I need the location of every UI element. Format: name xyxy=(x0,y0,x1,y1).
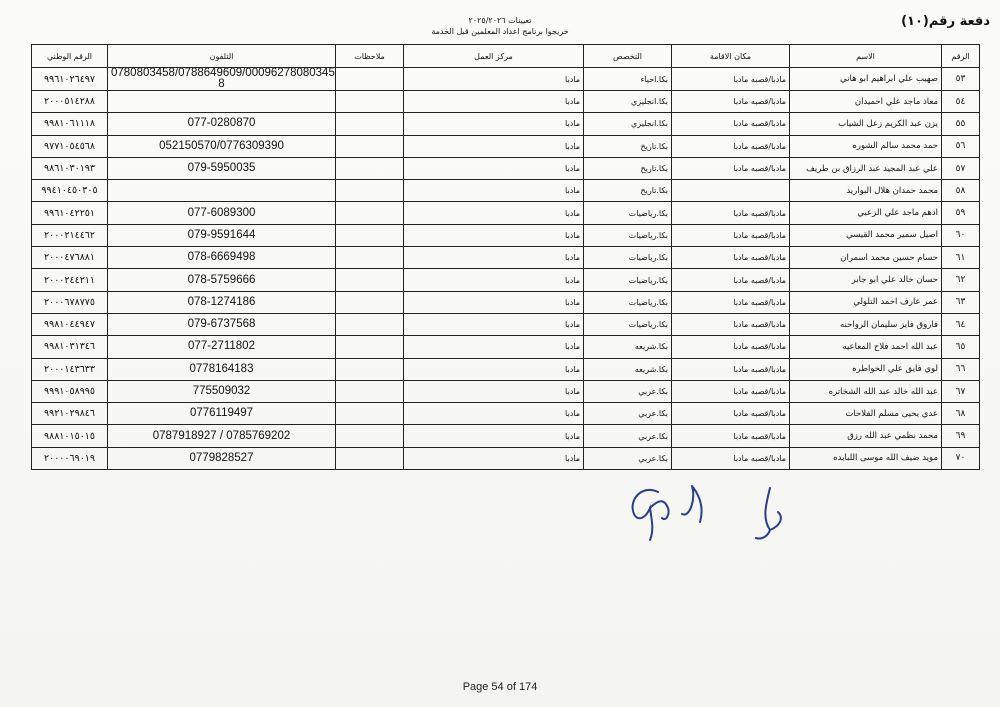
cell-national-id: ٩٩٩١٠٥٨٩٩٥ xyxy=(32,380,108,402)
cell-work-center: مادبا xyxy=(404,91,584,113)
table-row xyxy=(32,135,980,157)
batch-number: دفعة رقم(١٠) xyxy=(901,14,990,29)
table-row xyxy=(32,425,980,447)
cell-phone xyxy=(108,91,336,113)
cell-name: يزن عبد الكريم زعل الشياب xyxy=(790,113,942,135)
table-row xyxy=(32,157,980,179)
cell-specialty: بكا.تاريخ xyxy=(584,180,672,202)
cell-number: ٥٩ xyxy=(942,202,980,224)
cell-number: ٦٤ xyxy=(942,313,980,335)
cell-specialty: بكا.رياضيات xyxy=(584,313,672,335)
cell-national-id: ٢٠٠٠٠٦٩٠١٩ xyxy=(32,447,108,469)
cell-notes xyxy=(336,358,404,380)
col-specialty: التخصص xyxy=(584,45,672,68)
cell-residence: مادبا/قصبه مادبا xyxy=(672,358,790,380)
cell-residence xyxy=(672,180,790,202)
cell-number: ٥٧ xyxy=(942,157,980,179)
cell-national-id: ٢٠٠٠٢٤٤٢١١ xyxy=(32,269,108,291)
table-row xyxy=(32,113,980,135)
cell-work-center: مادبا xyxy=(404,224,584,246)
cell-notes xyxy=(336,135,404,157)
cell-specialty: بكا.انجليزي xyxy=(584,91,672,113)
cell-number: ٥٥ xyxy=(942,113,980,135)
cell-specialty: بكا.رياضيات xyxy=(584,202,672,224)
cell-national-id: ٢٠٠٠٥١٤٢٨٨ xyxy=(32,91,108,113)
cell-number: ٧٠ xyxy=(942,447,980,469)
cell-name: عمر عارف احمد التلولي xyxy=(790,291,942,313)
cell-work-center: مادبا xyxy=(404,135,584,157)
cell-name: لوي فايق علي الخواطره xyxy=(790,358,942,380)
table-row xyxy=(32,247,980,269)
cell-phone: 0780803458/0788649609/00096278080345 8 xyxy=(108,68,336,91)
page-footer: Page 54 of 174 xyxy=(462,681,538,693)
cell-specialty: بكا.تاريخ xyxy=(584,157,672,179)
cell-name: حسام حسين محمد اسمران xyxy=(790,247,942,269)
cell-name: عدي يحيى مسلم الفلاحات xyxy=(790,403,942,425)
cell-name: عبد الله احمد فلاح المعاعيه xyxy=(790,336,942,358)
cell-notes xyxy=(336,247,404,269)
table-row xyxy=(32,447,980,469)
cell-specialty: بكا.رياضيات xyxy=(584,247,672,269)
cell-national-id: ٩٩٢١٠٢٩٨٤٦ xyxy=(32,403,108,425)
cell-specialty: بكا.احياء xyxy=(584,68,672,91)
table-row xyxy=(32,180,980,202)
cell-residence: مادبا/قصبه مادبا xyxy=(672,403,790,425)
cell-residence: مادبا/قصبه مادبا xyxy=(672,157,790,179)
cell-national-id: ٩٨٨١٠١٥٠١٥ xyxy=(32,425,108,447)
cell-notes xyxy=(336,113,404,135)
cell-national-id: ٢٠٠٠١٤٣٦٣٣ xyxy=(32,358,108,380)
cell-residence: مادبا/قصبه مادبا xyxy=(672,135,790,157)
cell-work-center: مادبا xyxy=(404,269,584,291)
cell-work-center: مادبا xyxy=(404,113,584,135)
cell-national-id: ٩٩٦١٠٤٢٢٥١ xyxy=(32,202,108,224)
cell-specialty: بكا.عربي xyxy=(584,403,672,425)
cell-work-center: مادبا xyxy=(404,336,584,358)
cell-notes xyxy=(336,447,404,469)
cell-notes xyxy=(336,202,404,224)
document-header xyxy=(380,15,620,37)
cell-phone: 078-6669498 xyxy=(108,247,336,269)
cell-work-center: مادبا xyxy=(404,313,584,335)
cell-number: ٥٣ xyxy=(942,68,980,91)
cell-phone: 775509032 xyxy=(108,380,336,402)
cell-specialty: بكا.عربي xyxy=(584,380,672,402)
cell-specialty: بكا.رياضيات xyxy=(584,224,672,246)
cell-name: صهيب علي ابراهيم ابو هاني xyxy=(790,68,942,91)
header-line-1: تعيينات ٢٠٢٥/٢٠٢٦ xyxy=(468,16,532,25)
cell-name: معاذ ماجد علي احميدان xyxy=(790,91,942,113)
cell-name: محمد حمدان هلال البواريد xyxy=(790,180,942,202)
cell-number: ٦١ xyxy=(942,247,980,269)
cell-name: حمد محمد سالم الشوره xyxy=(790,135,942,157)
cell-work-center: مادبا xyxy=(404,202,584,224)
cell-specialty: بكا.تاريخ xyxy=(584,135,672,157)
cell-number: ٦٣ xyxy=(942,291,980,313)
cell-residence: مادبا/قصبه مادبا xyxy=(672,380,790,402)
cell-number: ٦٨ xyxy=(942,403,980,425)
cell-number: ٦٩ xyxy=(942,425,980,447)
cell-phone: 0776119497 xyxy=(108,403,336,425)
cell-specialty: بكا.شريعه xyxy=(584,336,672,358)
cell-residence: مادبا/قصبه مادبا xyxy=(672,425,790,447)
cell-national-id: ٩٩٨١٠٤٤٩٤٧ xyxy=(32,313,108,335)
table-body xyxy=(32,68,980,470)
table-row xyxy=(32,224,980,246)
cell-residence: مادبا/قصبه مادبا xyxy=(672,113,790,135)
cell-phone: 079-9591644 xyxy=(108,224,336,246)
cell-work-center: مادبا xyxy=(404,68,584,91)
cell-national-id: ٢٠٠٠٦٧٨٧٧٥ xyxy=(32,291,108,313)
cell-specialty: بكا.شريعه xyxy=(584,358,672,380)
cell-phone xyxy=(108,180,336,202)
cell-residence: مادبا/قصبه مادبا xyxy=(672,336,790,358)
cell-phone: 078-1274186 xyxy=(108,291,336,313)
cell-name: اصيل سمير محمد القيسي xyxy=(790,224,942,246)
cell-work-center: مادبا xyxy=(404,380,584,402)
cell-work-center: مادبا xyxy=(404,447,584,469)
header-line-2: خريجوا برنامج اعداد المعلمين قبل الخدمة xyxy=(431,27,569,36)
table-row xyxy=(32,91,980,113)
cell-number: ٥٨ xyxy=(942,180,980,202)
cell-residence: مادبا/قصبه مادبا xyxy=(672,291,790,313)
cell-phone: 079-6737568 xyxy=(108,313,336,335)
table-row xyxy=(32,336,980,358)
cell-number: ٥٤ xyxy=(942,91,980,113)
cell-number: ٦٢ xyxy=(942,269,980,291)
cell-residence: مادبا/قصبه مادبا xyxy=(672,68,790,91)
cell-work-center: مادبا xyxy=(404,425,584,447)
cell-notes xyxy=(336,224,404,246)
cell-national-id: ٩٩٦١٠٢٦٤٩٧ xyxy=(32,68,108,91)
cell-residence: مادبا/قصبه مادبا xyxy=(672,447,790,469)
cell-national-id: ٩٧٧١٠٥٤٥٦٨ xyxy=(32,135,108,157)
col-name: الاسم xyxy=(790,45,942,68)
table-row xyxy=(32,68,980,91)
cell-work-center: مادبا xyxy=(404,180,584,202)
cell-work-center: مادبا xyxy=(404,291,584,313)
cell-name: ادهم ماجد علي الزعبي xyxy=(790,202,942,224)
cell-number: ٦٠ xyxy=(942,224,980,246)
cell-number: ٦٦ xyxy=(942,358,980,380)
table-row xyxy=(32,358,980,380)
cell-notes xyxy=(336,313,404,335)
cell-national-id: ٩٩٨١٠٣١٣٤٦ xyxy=(32,336,108,358)
cell-name: عبد الله خالد عبد الله الشخاتره xyxy=(790,380,942,402)
cell-name: فاروق فايز سليمان الرواحنه xyxy=(790,313,942,335)
cell-name: مويد ضيف الله موسى اللبابده xyxy=(790,447,942,469)
cell-phone: 077-2711802 xyxy=(108,336,336,358)
cell-number: ٥٦ xyxy=(942,135,980,157)
col-national-id: الرقم الوطني xyxy=(32,45,108,68)
cell-national-id: ٩٨٦١٠٣٠١٩٣ xyxy=(32,157,108,179)
signature-stroke-2 xyxy=(682,486,781,539)
cell-phone: 0787918927 / 0785769202 xyxy=(108,425,336,447)
cell-notes xyxy=(336,291,404,313)
cell-residence: مادبا/قصبه مادبا xyxy=(672,224,790,246)
cell-notes xyxy=(336,380,404,402)
table-row xyxy=(32,269,980,291)
col-number: الرقم xyxy=(942,45,980,68)
cell-name: علي عبد المجيد عبد الرزاق بن طريف xyxy=(790,157,942,179)
cell-notes xyxy=(336,180,404,202)
cell-work-center: مادبا xyxy=(404,358,584,380)
table-row xyxy=(32,380,980,402)
table-row xyxy=(32,291,980,313)
cell-specialty: بكا.عربي xyxy=(584,447,672,469)
col-phone: التلفون xyxy=(108,45,336,68)
cell-phone: 077-6089300 xyxy=(108,202,336,224)
cell-work-center: مادبا xyxy=(404,247,584,269)
cell-work-center: مادبا xyxy=(404,403,584,425)
cell-national-id: ٢٠٠٠٢١٤٤٦٢ xyxy=(32,224,108,246)
cell-notes xyxy=(336,91,404,113)
cell-residence: مادبا/قصبه مادبا xyxy=(672,91,790,113)
cell-phone: 0778164183 xyxy=(108,358,336,380)
cell-phone: 078-5759666 xyxy=(108,269,336,291)
table-row xyxy=(32,202,980,224)
cell-phone: 077-0280870 xyxy=(108,113,336,135)
cell-notes xyxy=(336,68,404,91)
table-row xyxy=(32,313,980,335)
cell-specialty: بكا.رياضيات xyxy=(584,291,672,313)
cell-notes xyxy=(336,269,404,291)
cell-phone: 0779828527 xyxy=(108,447,336,469)
cell-name: حسان خالد علي ابو جابر xyxy=(790,269,942,291)
cell-specialty: بكا.انجليزي xyxy=(584,113,672,135)
cell-specialty: بكا.رياضيات xyxy=(584,269,672,291)
cell-national-id: ٢٠٠٠٤٧٦٨٨١ xyxy=(32,247,108,269)
cell-phone: 079-5950035 xyxy=(108,157,336,179)
cell-number: ٦٧ xyxy=(942,380,980,402)
cell-national-id: ٩٩٨١٠٦١١١٨ xyxy=(32,113,108,135)
cell-residence: مادبا/قصبه مادبا xyxy=(672,269,790,291)
cell-phone: 052150570/0776309390 xyxy=(108,135,336,157)
signature-stroke-1 xyxy=(633,490,669,540)
cell-name: محمد نظمي عبد الله رزق xyxy=(790,425,942,447)
handwritten-signature xyxy=(620,478,810,548)
cell-residence: مادبا/قصبه مادبا xyxy=(672,202,790,224)
appointments-table xyxy=(31,44,980,470)
cell-notes xyxy=(336,425,404,447)
cell-residence: مادبا/قصبه مادبا xyxy=(672,247,790,269)
cell-notes xyxy=(336,403,404,425)
cell-residence: مادبا/قصبه مادبا xyxy=(672,313,790,335)
table-row xyxy=(32,403,980,425)
cell-notes xyxy=(336,157,404,179)
cell-work-center: مادبا xyxy=(404,157,584,179)
col-work-center: مركز العمل xyxy=(404,45,584,68)
table-header-row xyxy=(32,45,980,68)
cell-national-id: ٩٩٤١٠٤٥٠٣٠٥ xyxy=(32,180,108,202)
col-notes: ملاحظات xyxy=(336,45,404,68)
cell-specialty: بكا.عربي xyxy=(584,425,672,447)
col-residence: مكان الاقامة xyxy=(672,45,790,68)
cell-notes xyxy=(336,336,404,358)
cell-number: ٦٥ xyxy=(942,336,980,358)
